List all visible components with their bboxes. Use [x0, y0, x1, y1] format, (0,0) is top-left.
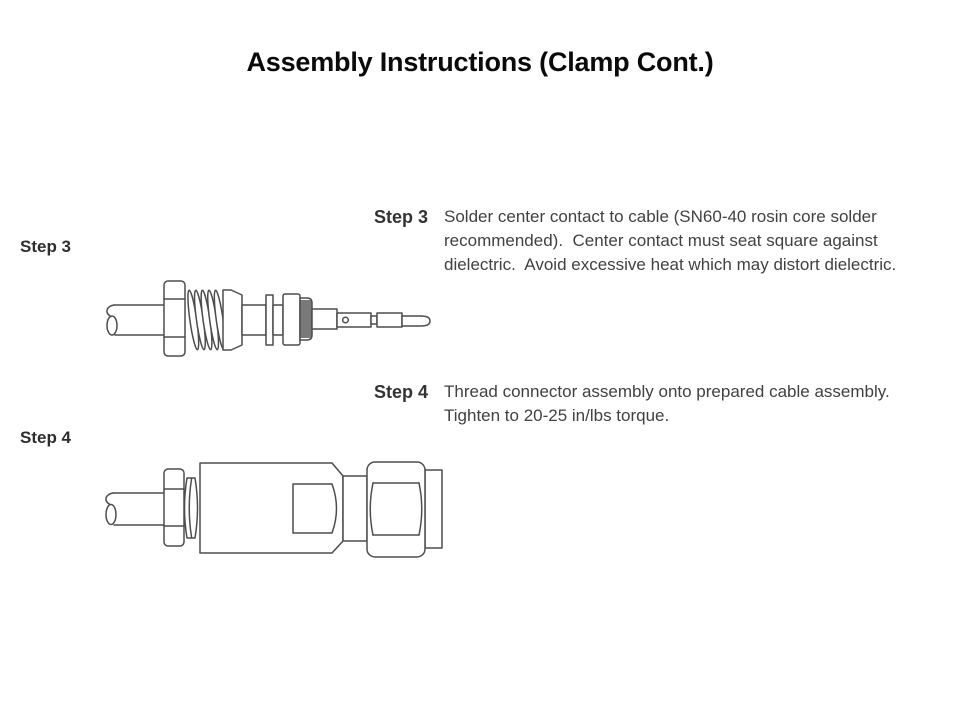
step4-cable	[106, 493, 164, 525]
step4-gasket-ring	[185, 478, 198, 538]
step4-connector-body	[200, 463, 343, 553]
step3-knurled-ring	[300, 298, 312, 340]
step3-text-line-3: dielectric. Avoid excessive heat which may distort dielectric.	[444, 255, 897, 274]
step4-text-line-2: Tighten to 20-25 in/lbs torque.	[444, 406, 670, 425]
step4-text-line-1: Thread connector assembly onto prepared cable assembly.	[444, 382, 890, 401]
step3-connector-diagram	[95, 266, 440, 374]
step3-threads	[186, 290, 227, 350]
step3-margin-label: Step 3	[20, 237, 72, 256]
step3-instructions	[444, 205, 896, 277]
step3-center-contact	[312, 309, 430, 329]
step4-instructions	[444, 380, 890, 428]
step3-cable	[107, 305, 164, 335]
step3-clamp-nut	[164, 281, 185, 356]
step4-margin-label: Step 4	[20, 428, 72, 447]
step4-heading: Step 4	[374, 382, 429, 402]
page-title: Assembly Instructions (Clamp Cont.)	[246, 47, 714, 77]
step3-heading: Step 3	[374, 207, 429, 227]
step3-text-line-1: Solder center contact to cable (SN60-40 rosin core solder	[444, 207, 877, 226]
step3-body-collar	[223, 290, 300, 350]
step4-clamp-nut	[164, 469, 184, 546]
step4-connector-diagram	[95, 455, 450, 565]
step4-hex-coupling-nut	[367, 462, 425, 557]
step3-text-line-2: recommended). Center contact must seat square against	[444, 231, 878, 250]
